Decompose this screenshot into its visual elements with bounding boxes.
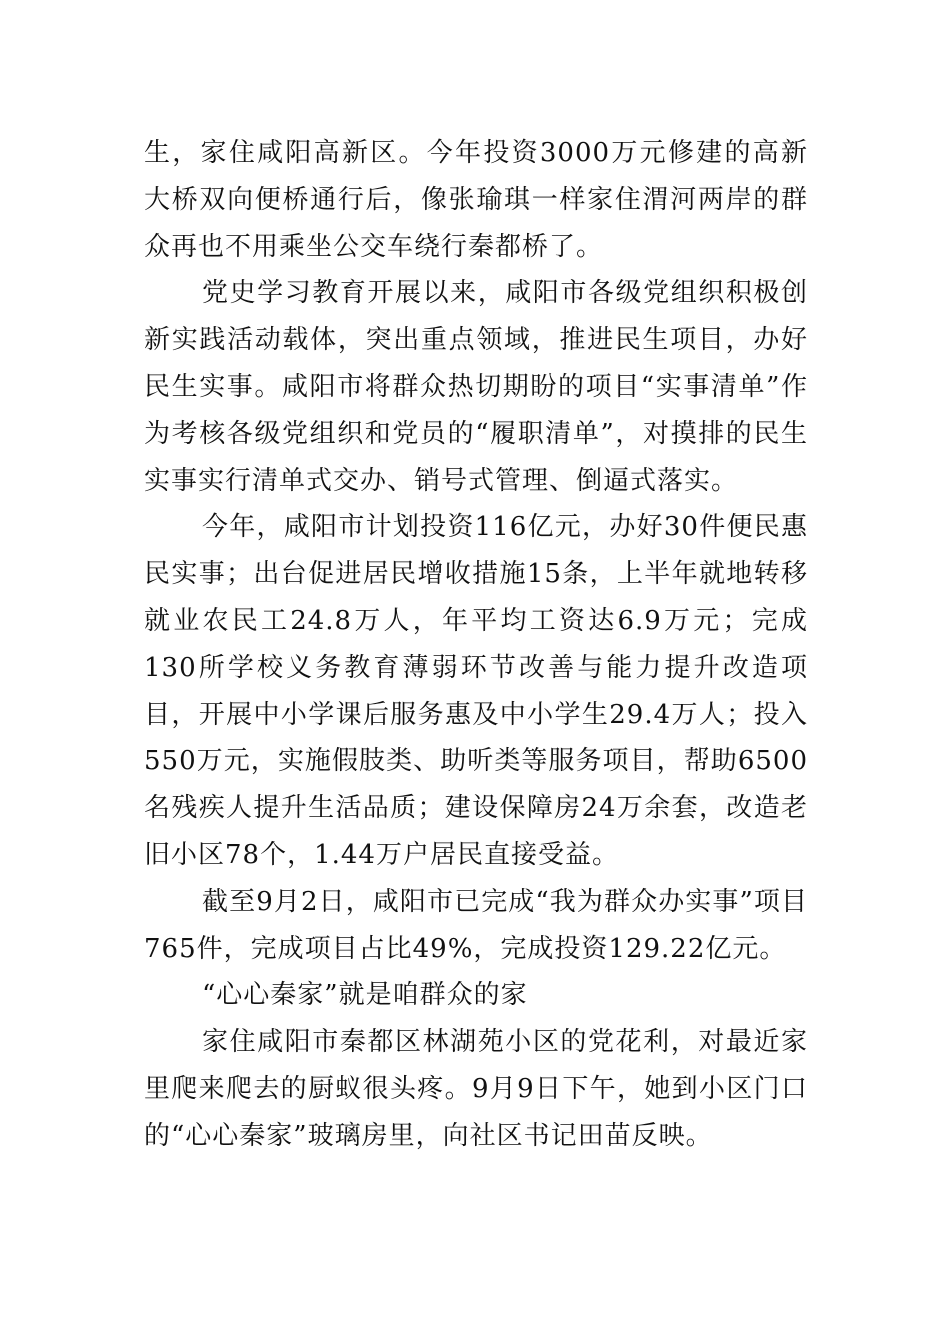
paragraph-progress: 截至9月2日，咸阳市已完成“我为群众办实事”项目765件，完成项目占比49%，完成投资129.22亿元。 bbox=[144, 886, 808, 964]
section-heading: “心心秦家”就是咱群众的家 bbox=[202, 980, 528, 1011]
body-text bbox=[144, 130, 808, 1160]
paragraph-resident: 家住咸阳市秦都区林湖苑小区的党花利，对最近家里爬来爬去的厨蚁很头疼。9月9日下午，她到小区门口的“心心秦家”玻璃房里，向社区书记田苗反映。 bbox=[144, 1027, 808, 1151]
paragraph-investment: 今年，咸阳市计划投资116亿元，办好30件便民惠民实事；出台促进居民增收措施15条，上半年就地转移就业农民工24.8万人，年平均工资达6.9万元；完成130所学校义务教育薄弱环节改善与能力提升改造项目，开展中小学课后服务惠及中小学生29.4万人；投入550万元，实施假肢类、助听类等服务项目，帮助6500名残疾人提升生活品质；建设保障房24万余套，改造老旧小区78个，1.44万户居民直接受益。 bbox=[144, 512, 808, 870]
paragraph-continuation: 生，家住咸阳高新区。今年投资3000万元修建的高新大桥双向便桥通行后，像张瑜琪一样家住渭河两岸的群众再也不用乘坐公交车绕行秦都桥了。 bbox=[144, 138, 808, 262]
paragraph-party-history: 党史学习教育开展以来，咸阳市各级党组织积极创新实践活动载体，突出重点领域，推进民生项目，办好民生实事。咸阳市将群众热切期盼的项目“实事清单”作为考核各级党组织和党员的“履职清单”，对摸排的民生实事实行清单式交办、销号式管理、倒逼式落实。 bbox=[144, 278, 808, 496]
